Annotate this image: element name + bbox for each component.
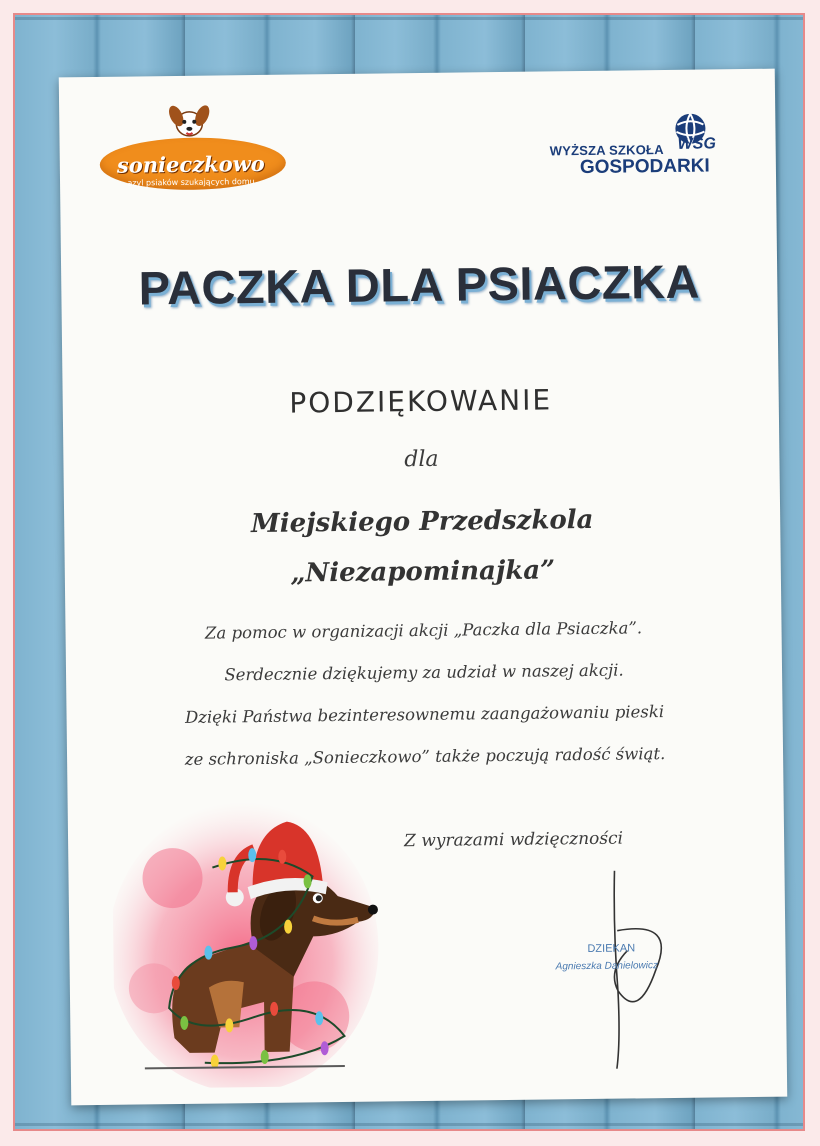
logo-name: sonieczkowo [116, 150, 265, 178]
dean-name: Agnieszka Danielowicz [555, 960, 658, 973]
wsg-badge: WSG [677, 135, 716, 153]
wsg-logo [549, 111, 730, 179]
dog-head-icon [165, 98, 214, 147]
dean-title: DZIEKAN [587, 942, 636, 956]
closing-text: Z wyrazami wdzięczności [403, 828, 624, 852]
sonieczkowo-logo [95, 105, 286, 197]
body-line-1: Za pomoc w organizacji akcji „Paczka dla Psiaczka”. [204, 618, 643, 643]
logo-tagline: azyl psiaków szukających domu [127, 177, 255, 188]
wsg-line1: WYŻSZA SZKOŁA [549, 142, 664, 159]
recipient-line1: Miejskiego Przedszkola [250, 504, 594, 540]
main-title: PACZKA DLA PSIACZKA [138, 254, 701, 315]
dla-label: dla [404, 446, 439, 473]
recipient-line2: „Niezapominajka” [290, 555, 556, 589]
body-line-2: Serdecznie dziękujemy za udział w naszej akcji. [224, 660, 624, 685]
photo-frame [13, 13, 805, 1131]
wsg-line2: GOSPODARKI [579, 155, 710, 179]
subtitle: PODZIĘKOWANIE [289, 383, 553, 420]
dachshund-christmas-lights-icon [111, 786, 385, 1089]
body-line-4: ze schroniska „Sonieczkowo” także poczują radość świąt. [184, 744, 666, 769]
certificate-paper [59, 69, 788, 1106]
body-line-3: Dzięki Państwa bezinteresownemu zaangażowaniu pieski [184, 702, 665, 727]
